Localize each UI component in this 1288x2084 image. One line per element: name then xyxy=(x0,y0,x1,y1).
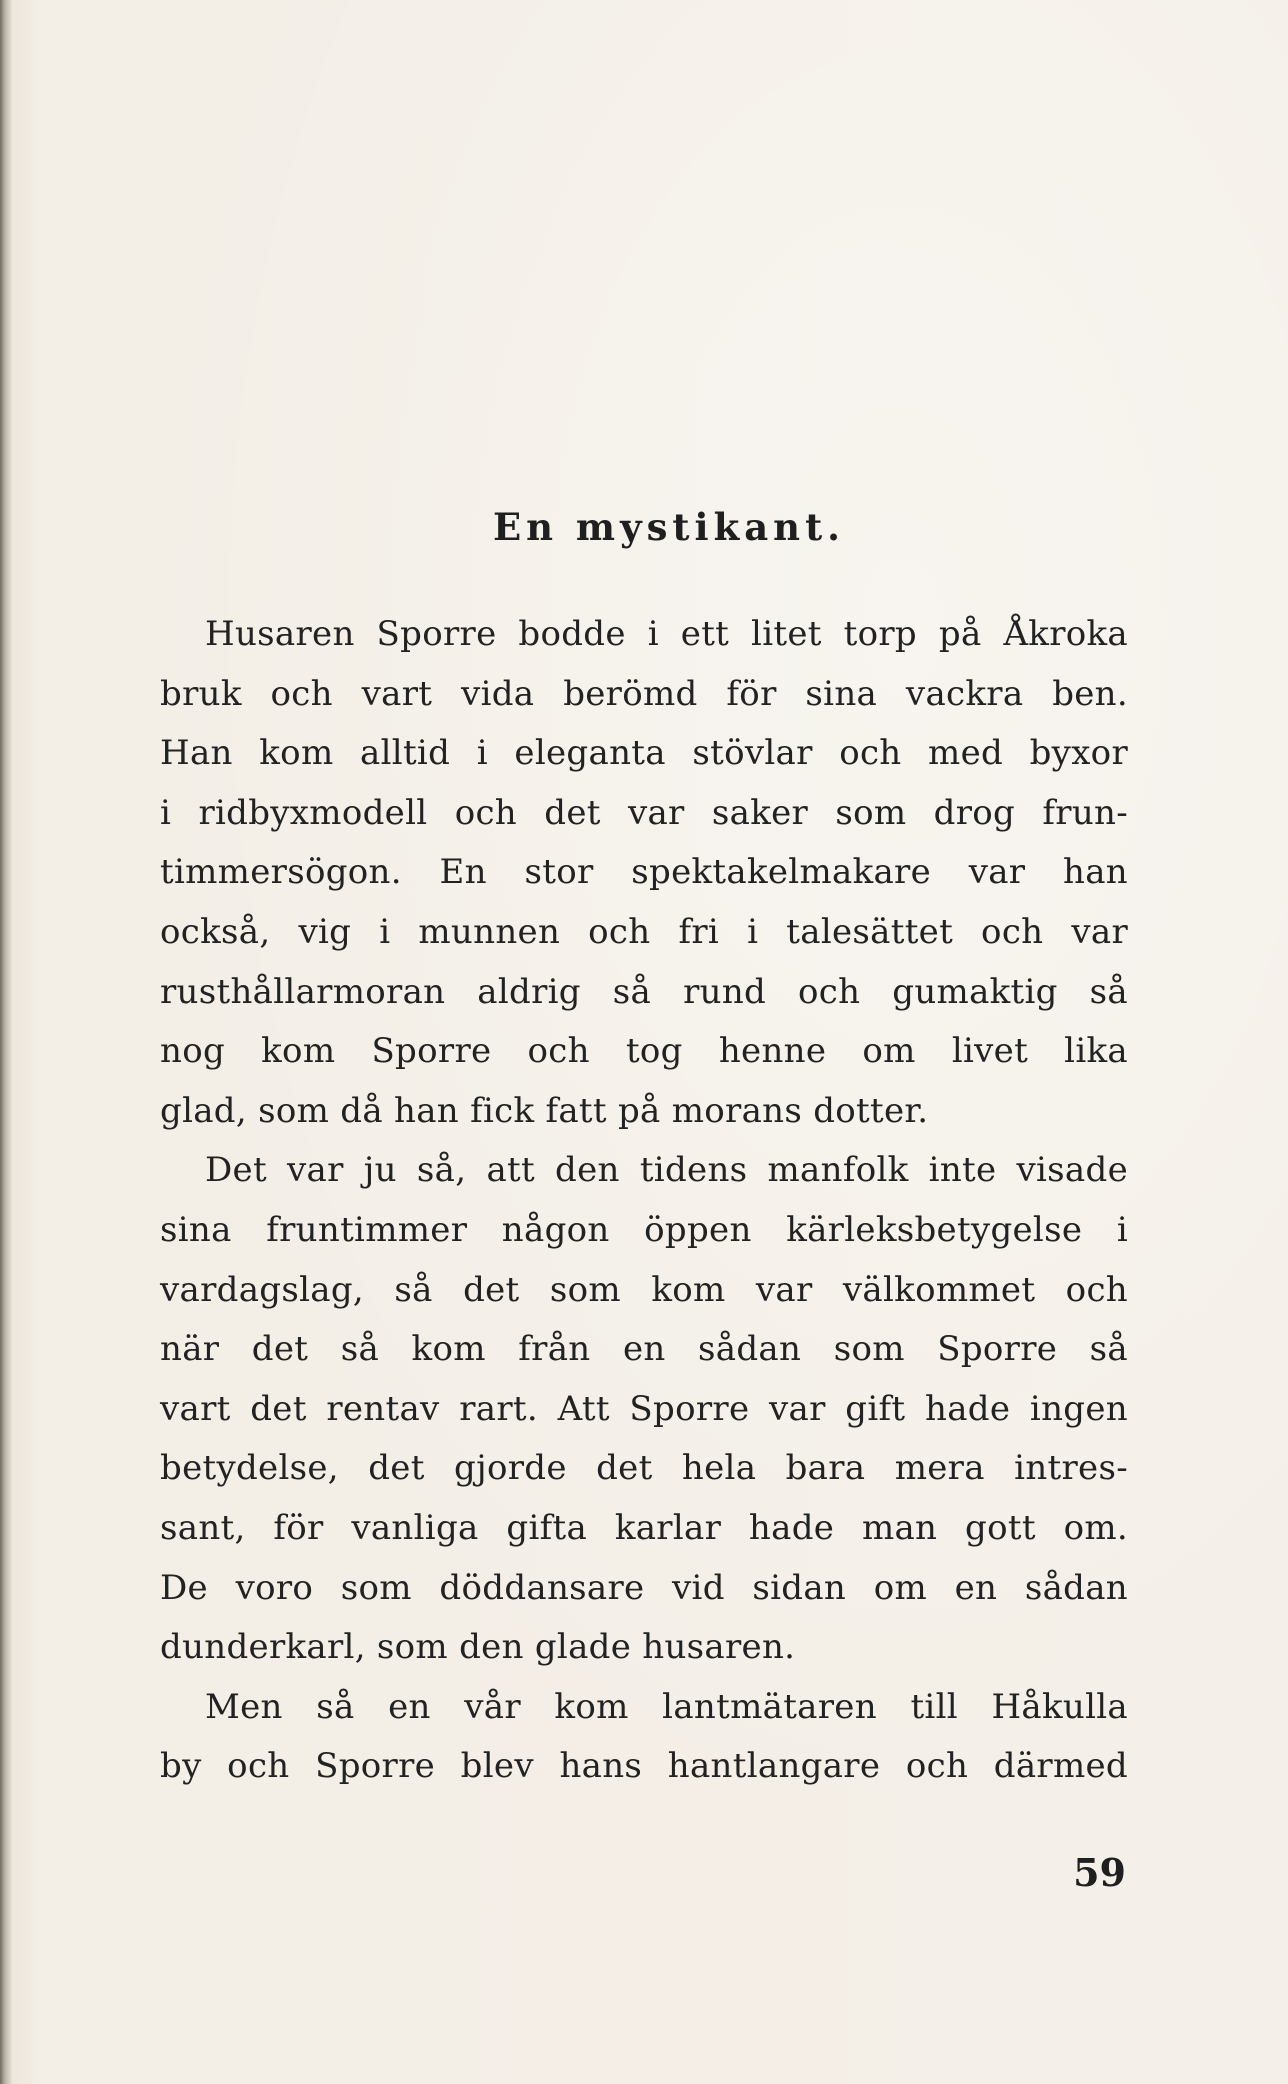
text-line: i ridbyxmodell och det var saker som drog frun- xyxy=(160,792,1128,833)
text-line: dunderkarl, som den glade husaren. xyxy=(160,1627,796,1668)
text-line: De voro som döddansare vid sidan om en sådan xyxy=(160,1567,1128,1608)
text-line: by och Sporre blev hans hantlangare och därmed xyxy=(160,1746,1128,1787)
chapter-title: En mystikant. xyxy=(492,505,846,549)
text-line: betydelse, det gjorde det hela bara mera intres- xyxy=(160,1448,1128,1489)
text-line: Men så en vår kom lantmätaren till Håkulla xyxy=(205,1686,1128,1727)
text-line: vart det rentav rart. Att Sporre var gift hade ingen xyxy=(160,1388,1128,1429)
text-line: rusthållarmoran aldrig så rund och gumaktig så xyxy=(160,971,1128,1012)
text-line: vardagslag, så det som kom var välkommet och xyxy=(160,1269,1128,1310)
body-text xyxy=(160,605,1128,1797)
text-line: sant, för vanliga gifta karlar hade man gott om. xyxy=(160,1507,1128,1548)
text-line: Han kom alltid i eleganta stövlar och med byxor xyxy=(160,733,1128,774)
text-line: nog kom Sporre och tog henne om livet lika xyxy=(160,1031,1128,1072)
text-line: bruk och vart vida berömd för sina vackra ben. xyxy=(160,673,1128,714)
text-line: timmersögon. En stor spektakelmakare var han xyxy=(160,852,1128,893)
text-line: Husaren Sporre bodde i ett litet torp på Åkroka xyxy=(205,614,1128,654)
text-line: Det var ju så, att den tidens manfolk inte visade xyxy=(205,1150,1128,1191)
text-line: när det så kom från en sådan som Sporre så xyxy=(160,1329,1128,1370)
text-line: också, vig i munnen och fri i talesättet och var xyxy=(160,911,1128,952)
text-line: glad, som då han fick fatt på morans dotter. xyxy=(160,1090,929,1131)
text-line: sina fruntimmer någon öppen kärleksbetygelse i xyxy=(160,1209,1128,1250)
binding-edge xyxy=(0,0,12,2084)
page-number: 59 xyxy=(1073,1850,1126,1895)
